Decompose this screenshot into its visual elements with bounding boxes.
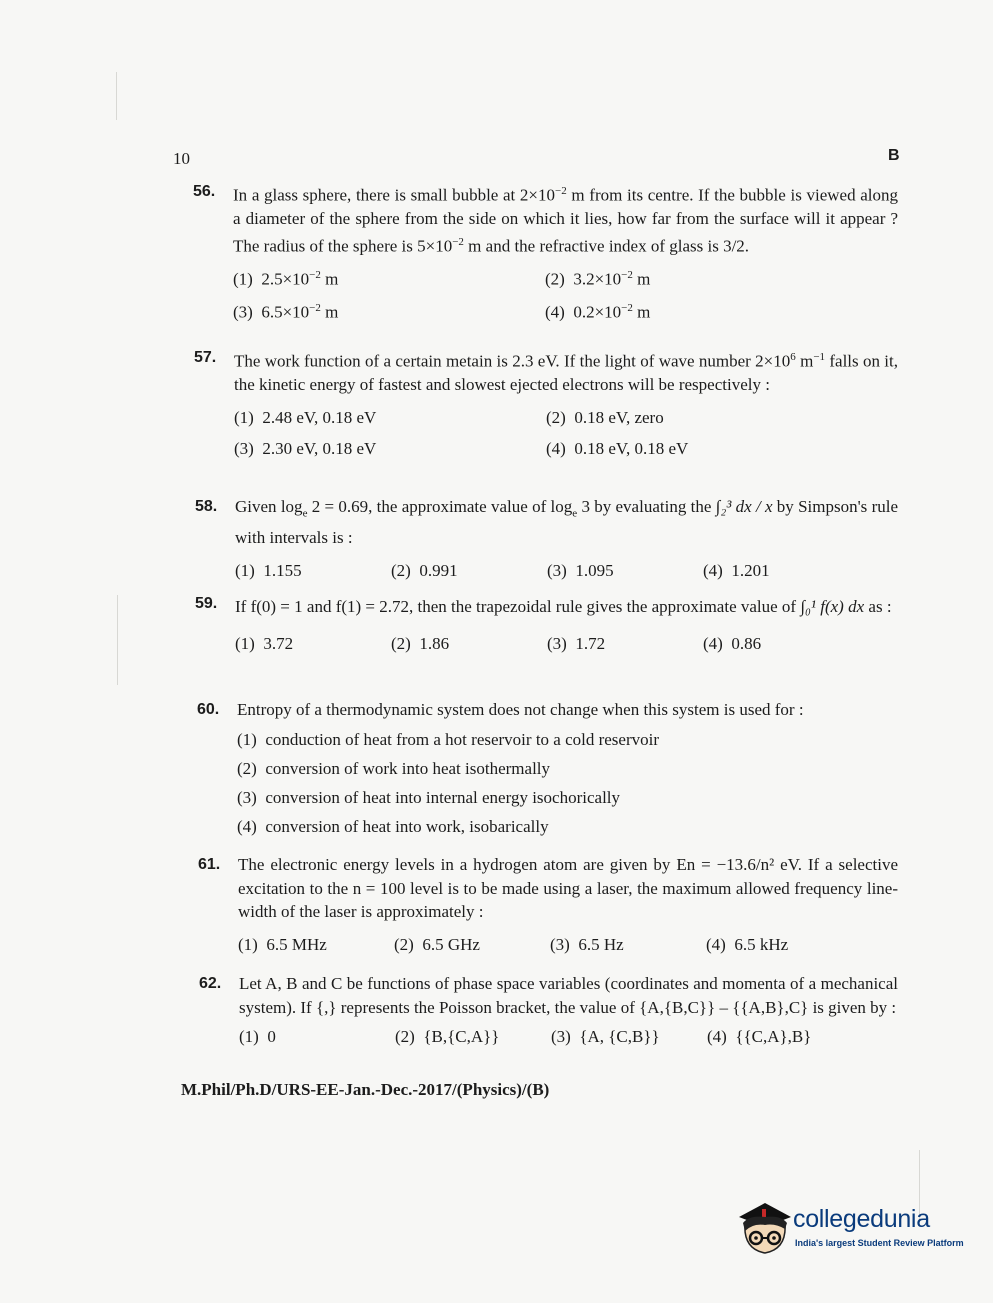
option-3[interactable]: (3) 1.095 [547,561,614,581]
option-1[interactable]: (1) conduction of heat from a hot reservoir to a cold reservoir [237,729,660,749]
question-61 [198,853,898,956]
option-1[interactable]: (1) 0 [239,1027,276,1046]
exam-code-footer: M.Phil/Ph.D/URS-EE-Jan.-Dec.-2017/(Physics)/(B) [181,1080,550,1099]
option-4[interactable]: (4) $0.2\times 10^{-2}$ m [545,301,651,322]
option-2[interactable]: (2) $3.2\times 10^{-2}$ m [545,268,651,289]
question-text: Given $\log_e 2 = 0.69$, the approximate value of $\log_e 3$ by evaluating the ∫₂³ dx / x by Simpson's rule with intervals is : [235,497,898,547]
question-number: 61. [198,856,221,873]
options [238,933,898,957]
question-56 [193,180,898,324]
question-text: In a glass sphere, there is small bubble at $2\times 10^{-2}$ m from its centre. If the bubble is viewed along a diameter of the sphere from the side on which it lies, how far from the surface will it appear ? The radius of the sphere is $5\times 10^{-2}$ m and the refractive index of glass is 3/2. [233,185,898,256]
question-59 [195,592,898,656]
option-2[interactable]: (2) 6.5 GHz [394,934,480,954]
option-4[interactable]: (4) 1.201 [703,561,770,581]
option-3[interactable]: (3) 6.5 Hz [550,934,624,954]
option-1[interactable]: (1) $2.5\times 10^{-2}$ m [233,268,339,289]
question-number: 58. [195,498,218,515]
question-number: 60. [197,701,220,718]
question-number: 59. [195,595,218,612]
question-text: Let A, B and C be functions of phase space variables (coordinates and momenta of a mechanical system). If {,} represents the Poisson bracket, the value of {A,{B,C}} – {{A,B},C} is given by : [239,974,898,1017]
options [235,632,898,656]
option-4[interactable]: (4) 0.18 eV, 0.18 eV [546,439,689,459]
question-60 [197,698,898,844]
question-number: 62. [199,975,222,992]
option-3[interactable]: (3) 2.30 eV, 0.18 eV [234,439,377,459]
option-1[interactable]: (1) 1.155 [235,561,302,581]
option-4[interactable]: (4) 6.5 kHz [706,934,789,954]
options [233,264,898,324]
logo-tagline: India's largest Student Review Platform [795,1238,964,1248]
mascot-icon [735,1195,795,1261]
option-3[interactable]: (3) $6.5\times 10^{-2}$ m [233,301,339,322]
logo-wordmark: collegedunia [793,1205,930,1233]
question-number: 56. [193,183,216,200]
page-number: 10 [173,149,190,168]
option-2[interactable]: (2) 0.991 [391,561,458,581]
option-1[interactable]: (1) 3.72 [235,634,294,653]
option-1[interactable]: (1) 2.48 eV, 0.18 eV [234,407,377,427]
option-4[interactable]: (4) {{C,A},B} [707,1027,812,1046]
scan-artifact-top [116,72,117,120]
question-text: The work function of a certain metain is 2.3 eV. If the light of wave number $2\times 10^6$ $m^{-1}$ falls on it, the kinetic energy of fastest and slowest ejected electrons will be respectively : [234,351,898,395]
collegedunia-logo[interactable] [735,1195,965,1263]
option-2[interactable]: (2) {B,{C,A}} [395,1027,500,1046]
option-4[interactable]: (4) 0.86 [703,634,762,653]
option-3[interactable]: (3) 1.72 [547,634,606,653]
options [239,1025,898,1049]
options [234,406,898,461]
question-62 [199,972,898,1049]
integral-expression: ∫₀¹ f(x) dx [800,597,865,616]
options [235,559,898,583]
scan-artifact-left [117,595,118,685]
option-2[interactable]: (2) 0.18 eV, zero [546,407,664,427]
question-58 [195,495,898,583]
option-2[interactable]: (2) 1.86 [391,634,450,653]
question-text: If f(0) = 1 and f(1) = 2.72, then the trapezoidal rule gives the approximate value of ∫₀¹ f(x) dx as : [235,597,892,616]
question-text: Entropy of a thermodynamic system does not change when this system is used for : [237,700,804,719]
option-2[interactable]: (2) conversion of work into heat isothermally [237,758,551,778]
option-3[interactable]: (3) {A, {C,B}} [551,1027,660,1046]
option-3[interactable]: (3) conversion of heat into internal energy isochorically [237,787,621,807]
question-text: The electronic energy levels in a hydrogen atom are given by En = −13.6/n² eV. If a selective excitation to the n = 100 level is to be made using a laser, the maximum allowed frequency line-width of the laser is approximately : [238,855,898,921]
integral-expression: ∫₂³ dx / x [715,497,773,516]
question-number: 57. [194,349,217,366]
option-1[interactable]: (1) 6.5 MHz [238,934,327,954]
question-57 [194,346,898,461]
option-4[interactable]: (4) conversion of heat into work, isobarically [237,816,549,836]
set-code: B [888,147,900,164]
options [237,728,898,844]
